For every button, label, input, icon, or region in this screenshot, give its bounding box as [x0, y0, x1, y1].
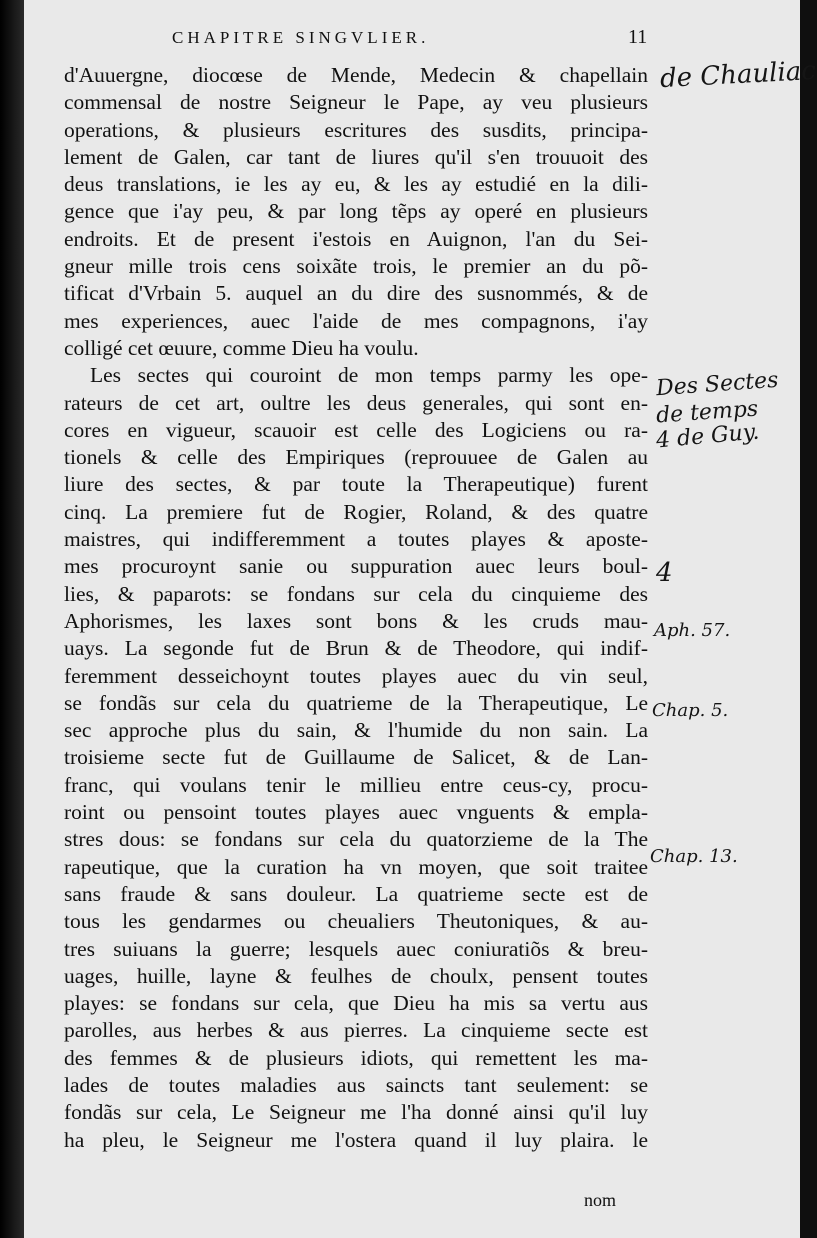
text-line: cinq. La premiere fut de Rogier, Roland, & des quatre	[64, 499, 648, 524]
text-line: d'Auuergne, diocœse de Mende, Medecin & chapellain	[64, 63, 648, 87]
text-line: sec approche plus du sain, & l'humide du non sain. La	[64, 718, 648, 743]
text-line: mes experiences, auec l'aide de mes compagnons, i'ay	[64, 308, 648, 333]
running-head: CHAPITRE SINGVLIER.	[172, 28, 430, 47]
text-line: ha pleu, le Seigneur me l'ostera quand il luy plaira. le	[64, 1127, 648, 1152]
text-line: cores en vigueur, scauoir est celle des Logiciens ou ra-	[64, 417, 648, 442]
text-line: roint ou pensoint toutes playes auec vnguents & empla-	[64, 800, 648, 825]
text-line: gneur mille trois cens soixãte trois, le premier an du põ-	[64, 254, 648, 279]
text-line: tous les gendarmes ou cheualiers Theutoniques, & au-	[64, 909, 648, 934]
text-line: lies, & paparots: se fondans sur cela du cinquieme des	[64, 581, 648, 606]
text-line: feremment desseichoynt toutes playes auec du vin seul,	[64, 663, 648, 688]
margin-note: 4 de Guy.	[655, 419, 761, 454]
text-line: se fondãs sur cela du quatrieme de la Therapeutique, Le	[64, 690, 648, 715]
margin-note: Aph. 57.	[654, 620, 731, 641]
margin-note: Chap. 5.	[652, 700, 729, 721]
text-line: playes: se fondans sur cela, que Dieu ha mis sa vertu aus	[64, 991, 648, 1016]
text-line: commensal de nostre Seigneur le Pape, ay veu plusieurs	[64, 90, 648, 115]
text-line: tres suiuans la guerre; lesquels auec coniuratiõs & breu-	[64, 936, 648, 961]
text-line: rateurs de cet art, oultre les deus generales, qui sont en-	[64, 390, 648, 415]
text-line: mes procuroynt sanie ou suppuration auec leurs boul-	[64, 554, 648, 579]
text-line: tificat d'Vrbain 5. auquel an du dire des susnommés, & de	[64, 281, 648, 306]
main-text-block	[64, 62, 648, 1154]
catchword: nom	[584, 1190, 617, 1210]
text-line: deus translations, ie les ay eu, & les ay estudié en la dili-	[64, 172, 648, 197]
text-line: colligé cet œuure, comme Dieu ha voulu.	[64, 335, 419, 360]
text-line: sans fraude & sans douleur. La quatrieme secte est de	[64, 881, 648, 906]
text-line: des femmes & de plusieurs idiots, qui remettent les ma-	[64, 1045, 648, 1070]
margin-note: Des Sectes	[655, 367, 780, 402]
text-line: lement de Galen, car tant de liures qu'il s'en trouuoit des	[64, 144, 648, 169]
text-line: lades de toutes maladies aus saincts tant seulement: se	[64, 1072, 648, 1097]
text-line: parolles, aus herbes & aus pierres. La cinquieme secte est	[64, 1018, 648, 1043]
text-line: endroits. Et de present i'estois en Auignon, l'an du Sei-	[64, 226, 648, 251]
text-line: operations, & plusieurs escritures des susdits, principa-	[64, 117, 648, 142]
text-line: rapeutique, que la curation ha vn moyen, que soit traitee	[64, 854, 648, 879]
text-line: tionels & celle des Empiriques (reprouuee de Galen au	[64, 445, 648, 470]
margin-note: de Chauliac	[659, 55, 817, 95]
text-line: gence que i'ay peu, & par long tẽps ay operé en plusieurs	[64, 199, 648, 224]
text-line: stres dous: se fondans sur cela du quatorzieme de la The	[64, 827, 648, 852]
margin-note: Chap. 13.	[650, 846, 738, 867]
page-gutter-shadow	[0, 0, 24, 1238]
text-line: troisieme secte fut de Guillaume de Salicet, & de Lan-	[64, 745, 648, 770]
margin-note: 4	[656, 558, 673, 588]
text-line: liure des sectes, & par toute la Therapeutique) furent	[64, 472, 648, 497]
text-line: uays. La segonde fut de Brun & de Theodore, qui indif-	[64, 636, 648, 661]
text-line: Aphorismes, les laxes sont bons & les cruds mau-	[64, 608, 648, 633]
page-number: 11	[628, 26, 648, 48]
text-line: fondãs sur cela, Le Seigneur me l'ha donné ainsi qu'il luy	[64, 1100, 648, 1125]
text-line: Les sectes qui couroint de mon temps parmy les ope-	[90, 363, 648, 388]
text-line: maistres, qui indifferemment a toutes playes & aposte-	[64, 527, 648, 552]
text-line: franc, qui voulans tenir le millieu entre ceus-cy, procu-	[64, 772, 648, 797]
text-line: uages, huille, layne & feulhes de choulx, pensent toutes	[64, 963, 648, 988]
margin-note: de temps	[655, 396, 759, 429]
